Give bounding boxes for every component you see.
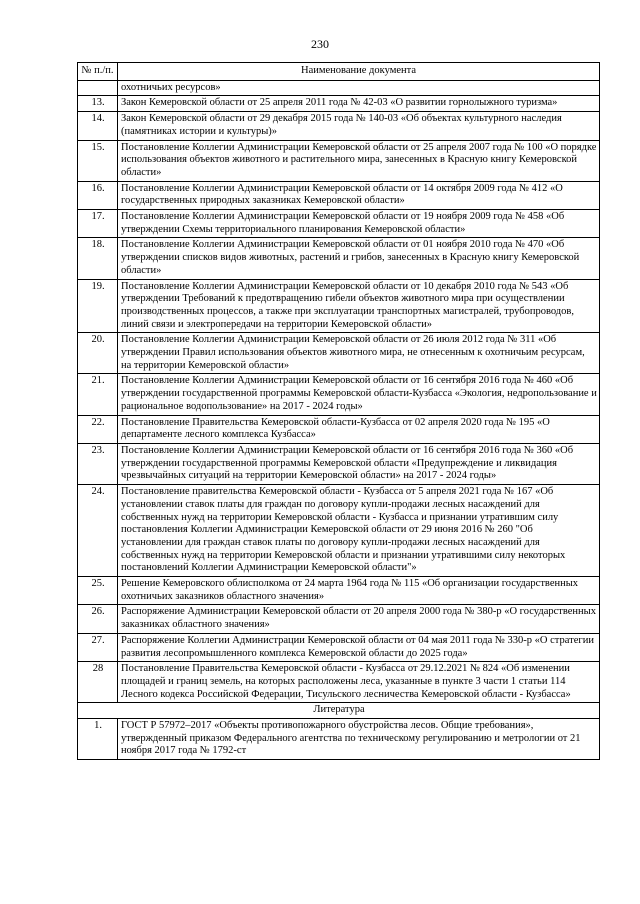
table-row <box>78 181 600 209</box>
table-row <box>78 415 600 443</box>
table-row <box>78 238 600 279</box>
row-document-name: Постановление Коллегии Администрации Кемеровской области от 10 декабря 2010 года № 543 «Об утверждении Требований к предотвращению гибели объектов животного мира при осуществлении производственных процессов, а также при эксплуатации транспортных магистралей, трубопроводов, линий связи и электропередачи на территории Кемеровской области» <box>118 279 600 333</box>
row-number: 13. <box>78 96 118 112</box>
row-document-name: Постановление Коллегии Администрации Кемеровской области от 26 июля 2012 года № 311 «Об утверждении Правил использования объектов животного мира, не отнесенным к охотничьим ресурсам, на территории Кемеровской области» <box>118 333 600 374</box>
row-number: 14. <box>78 112 118 140</box>
row-number: 19. <box>78 279 118 333</box>
table-row <box>78 96 600 112</box>
table-row <box>78 443 600 484</box>
row-document-name: Постановление Правительства Кемеровской области - Кузбасса от 29.12.2021 № 824 «Об изменении площадей и границ земель, на которых расположены леса, указанные в пункте 3 части 1 статьи 114 Лесного кодекса Российской Федерации, Тисульского лесничества Кемеровской области - Кузбасса» <box>118 662 600 703</box>
row-document-name: ГОСТ Р 57972–2017 «Объекты противопожарного обустройства лесов. Общие требования», утвержденный приказом Федерального агентства по техническому регулированию и метрологии от 21 ноября 2017 года № 1792-ст <box>118 719 600 760</box>
row-document-name: Постановление Коллегии Администрации Кемеровской области от 25 апреля 2007 года № 100 «О порядке использования объектов животного и растительного мира, занесенных в Красную книгу Кемеровской области» <box>118 140 600 181</box>
row-number: 16. <box>78 181 118 209</box>
row-number: 23. <box>78 443 118 484</box>
table-row <box>78 633 600 661</box>
row-number <box>78 80 118 96</box>
section-title: Литература <box>78 703 600 719</box>
table-row <box>78 374 600 415</box>
table-row <box>78 485 600 577</box>
literature-row <box>78 719 600 760</box>
row-document-name: Постановление Коллегии Администрации Кемеровской области от 16 сентября 2016 года № 460 «Об утверждении государственной программы Кемеровской области-Кузбасса «Экология, недропользование и рациональное водопользование» на 2017 - 2024 годы» <box>118 374 600 415</box>
row-document-name: Постановление Коллегии Администрации Кемеровской области от 16 сентября 2016 года № 360 «Об утверждении государственной программы Кемеровской области «Предупреждение и ликвидация чрезвычайных ситуаций на территории Кемеровской области» на 2017 - 2024 годы» <box>118 443 600 484</box>
row-document-name: Решение Кемеровского облисполкома от 24 марта 1964 года № 115 «Об организации государственных охотничьих заказников областного значения» <box>118 577 600 605</box>
row-number: 24. <box>78 485 118 577</box>
table-row <box>78 333 600 374</box>
column-header-document-name: Наименование документа <box>118 63 600 81</box>
row-number: 20. <box>78 333 118 374</box>
row-number: 26. <box>78 605 118 633</box>
row-document-name: охотничьих ресурсов» <box>118 80 600 96</box>
table-row <box>78 210 600 238</box>
row-document-name: Постановление Правительства Кемеровской области-Кузбасса от 02 апреля 2020 года № 195 «О департаменте лесного комплекса Кузбасса» <box>118 415 600 443</box>
table-row <box>78 112 600 140</box>
table-row <box>78 279 600 333</box>
table-row <box>78 140 600 181</box>
table-row <box>78 577 600 605</box>
row-document-name: Постановление Коллегии Администрации Кемеровской области от 19 ноября 2009 года № 458 «Об утверждении Схемы территориального планирования Кемеровской области» <box>118 210 600 238</box>
table-row <box>78 605 600 633</box>
row-document-name: Распоряжение Администрации Кемеровской области от 20 апреля 2000 года № 380-р «О государственных заказниках областного значения» <box>118 605 600 633</box>
row-number: 28 <box>78 662 118 703</box>
row-document-name: Постановление Коллегии Администрации Кемеровской области от 14 октября 2009 года № 412 «О государственных природных заказниках Кемеровской области» <box>118 181 600 209</box>
row-document-name: Закон Кемеровской области от 29 декабря 2015 года № 140-03 «Об объектах культурного наследия (памятниках истории и культуры)» <box>118 112 600 140</box>
table-header-row <box>78 63 600 81</box>
documents-table <box>77 62 600 760</box>
table-row-continuation <box>78 80 600 96</box>
row-number: 25. <box>78 577 118 605</box>
row-number: 22. <box>78 415 118 443</box>
row-number: 18. <box>78 238 118 279</box>
row-number: 17. <box>78 210 118 238</box>
row-number: 15. <box>78 140 118 181</box>
table-row <box>78 662 600 703</box>
row-document-name: Закон Кемеровской области от 25 апреля 2011 года № 42-03 «О развитии горнолыжного туризма» <box>118 96 600 112</box>
row-number: 1. <box>78 719 118 760</box>
column-header-number: № п./п. <box>78 63 118 81</box>
row-number: 27. <box>78 633 118 661</box>
section-header-row <box>78 703 600 719</box>
row-document-name: Постановление правительства Кемеровской области - Кузбасса от 5 апреля 2021 года № 167 «Об установлении ставок платы для граждан по договору купли-продажи лесных насаждений для собственных нужд на территории Кемеровской области - Кузбасса и признании утратившим силу постановления Коллегии Администрации Кемеровской области от 29 июня 2016 № 260 "Об установлении для граждан ставок платы по договору купли-продажи лесных насаждений для собственных нужд на территории Кемеровской области и признании утратившими силу некоторых постановлений Коллегии Администрации Кемеровской области"» <box>118 485 600 577</box>
page-number: 230 <box>311 37 329 51</box>
row-document-name: Постановление Коллегии Администрации Кемеровской области от 01 ноября 2010 года № 470 «Об утверждении списков видов животных, растений и грибов, занесенных в Красную книгу Кемеровской области» <box>118 238 600 279</box>
row-document-name: Распоряжение Коллегии Администрации Кемеровской области от 04 мая 2011 года № 330-р «О стратегии развития лесопромышленного комплекса Кемеровской области до 2025 года» <box>118 633 600 661</box>
row-number: 21. <box>78 374 118 415</box>
